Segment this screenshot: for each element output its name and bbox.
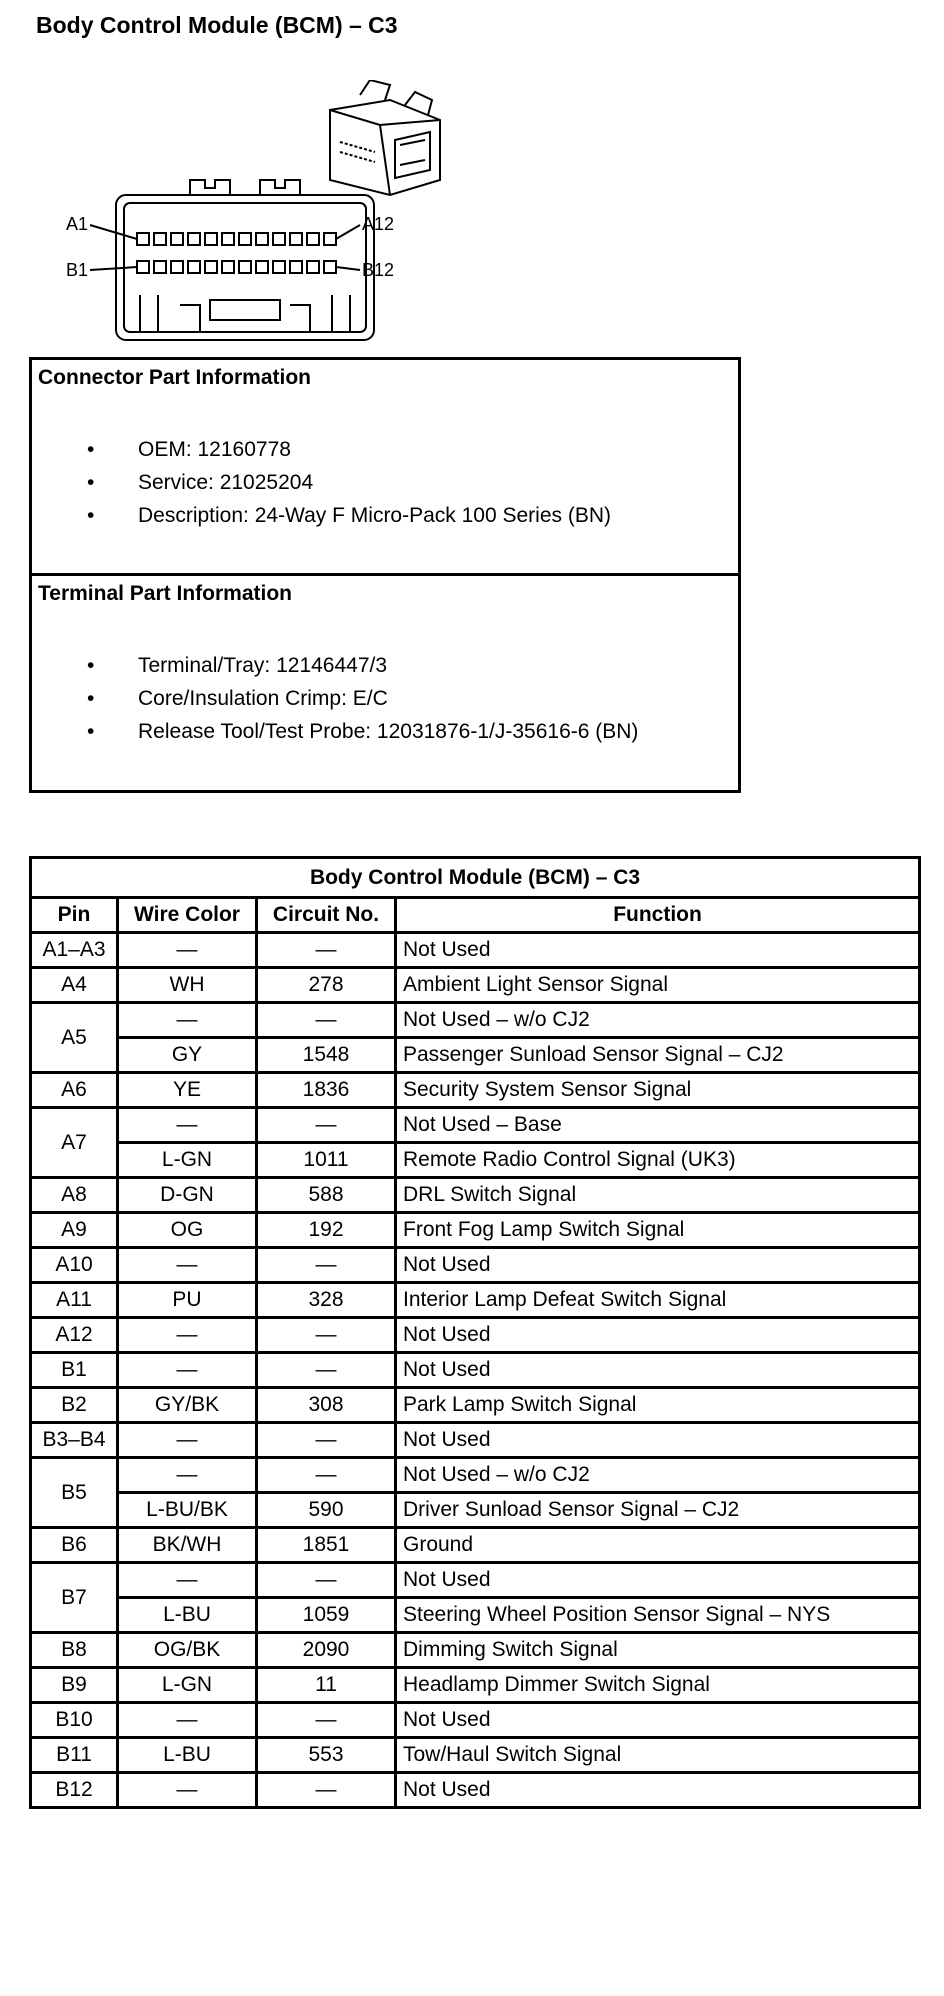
cell-wire-color: L-BU/BK [118, 1493, 257, 1528]
cell-wire-color: — [118, 1108, 257, 1143]
cell-pin: B1 [31, 1353, 118, 1388]
header-wire-color: Wire Color [118, 898, 257, 933]
connector-iso-view [330, 80, 440, 195]
cell-circuit-no: 11 [257, 1668, 396, 1703]
cell-circuit-no: — [257, 1318, 396, 1353]
cell-circuit-no: 553 [257, 1738, 396, 1773]
cell-function: Not Used [396, 1773, 920, 1808]
table-row [31, 1633, 920, 1668]
cell-function: Not Used – Base [396, 1108, 920, 1143]
cell-wire-color: OG [118, 1213, 257, 1248]
cell-circuit-no: 588 [257, 1178, 396, 1213]
cell-wire-color: — [118, 1773, 257, 1808]
cell-function: Passenger Sunload Sensor Signal – CJ2 [396, 1038, 920, 1073]
cell-circuit-no: — [257, 1003, 396, 1038]
bullet-icon: • [87, 720, 95, 743]
table-row [31, 1108, 920, 1143]
table-row [31, 1038, 920, 1073]
cell-function: Ground [396, 1528, 920, 1563]
label-a12: A12 [362, 214, 395, 234]
cell-function: Not Used – w/o CJ2 [396, 1458, 920, 1493]
cell-wire-color: — [118, 1003, 257, 1038]
cell-pin: B9 [31, 1668, 118, 1703]
cell-circuit-no: 2090 [257, 1633, 396, 1668]
cell-pin: B11 [31, 1738, 118, 1773]
cell-function: Not Used [396, 1423, 920, 1458]
cell-circuit-no: — [257, 1108, 396, 1143]
cell-wire-color: WH [118, 968, 257, 1003]
table-row [31, 1773, 920, 1808]
bullet-icon: • [87, 438, 95, 461]
cell-function: Not Used [396, 1248, 920, 1283]
cell-circuit-no: 1548 [257, 1038, 396, 1073]
bullet-icon: • [87, 687, 95, 710]
cell-circuit-no: 192 [257, 1213, 396, 1248]
cell-function: Remote Radio Control Signal (UK3) [396, 1143, 920, 1178]
cell-circuit-no: — [257, 1703, 396, 1738]
table-row [31, 1458, 920, 1493]
table-row [31, 968, 920, 1003]
cell-wire-color: L-BU [118, 1738, 257, 1773]
table-row [31, 1178, 920, 1213]
cell-function: DRL Switch Signal [396, 1178, 920, 1213]
cell-function: Ambient Light Sensor Signal [396, 968, 920, 1003]
label-b12: B12 [362, 260, 395, 280]
cell-circuit-no: 1836 [257, 1073, 396, 1108]
cell-pin: A11 [31, 1283, 118, 1318]
table-row [31, 1423, 920, 1458]
table-row [31, 1003, 920, 1038]
cell-wire-color: — [118, 1248, 257, 1283]
cell-pin: A12 [31, 1318, 118, 1353]
table-caption: Body Control Module (BCM) – C3 [31, 858, 920, 898]
table-row [31, 1738, 920, 1773]
cell-pin: A6 [31, 1073, 118, 1108]
cell-pin: A10 [31, 1248, 118, 1283]
cell-pin: B6 [31, 1528, 118, 1563]
cell-circuit-no: 278 [257, 968, 396, 1003]
cell-circuit-no: 1011 [257, 1143, 396, 1178]
cell-wire-color: — [118, 1423, 257, 1458]
cell-pin: A9 [31, 1213, 118, 1248]
table-row [31, 1563, 920, 1598]
table-row [31, 1213, 920, 1248]
cell-circuit-no: 308 [257, 1388, 396, 1423]
terminal-info-title: Terminal Part Information [38, 582, 292, 605]
cell-wire-color: BK/WH [118, 1528, 257, 1563]
cell-pin: B7 [31, 1563, 118, 1633]
cell-wire-color: D-GN [118, 1178, 257, 1213]
cell-circuit-no: 1851 [257, 1528, 396, 1563]
cell-wire-color: — [118, 1703, 257, 1738]
table-row [31, 933, 920, 968]
cell-function: Headlamp Dimmer Switch Signal [396, 1668, 920, 1703]
part-info-box [29, 357, 741, 793]
cell-function: Not Used [396, 1703, 920, 1738]
cell-wire-color: YE [118, 1073, 257, 1108]
cell-function: Front Fog Lamp Switch Signal [396, 1213, 920, 1248]
cell-function: Driver Sunload Sensor Signal – CJ2 [396, 1493, 920, 1528]
bullet-icon: • [87, 504, 95, 527]
cell-function: Steering Wheel Position Sensor Signal – NYS [396, 1598, 920, 1633]
cell-pin: B8 [31, 1633, 118, 1668]
cell-pin: B2 [31, 1388, 118, 1423]
table-row [31, 1143, 920, 1178]
cell-circuit-no: 590 [257, 1493, 396, 1528]
cell-circuit-no: — [257, 1458, 396, 1493]
cell-pin: B10 [31, 1703, 118, 1738]
bullet-icon: • [87, 654, 95, 677]
cell-function: Not Used [396, 1353, 920, 1388]
cell-wire-color: OG/BK [118, 1633, 257, 1668]
connector-diagram [60, 80, 480, 355]
cell-wire-color: — [118, 933, 257, 968]
cell-circuit-no: — [257, 933, 396, 968]
pinout-table [29, 856, 921, 1809]
cell-pin: B5 [31, 1458, 118, 1528]
label-a1: A1 [66, 214, 89, 234]
connector-drawing [60, 80, 480, 350]
cell-circuit-no: — [257, 1353, 396, 1388]
terminal-part-info: Terminal Part Information • Terminal/Tray: 12146447/3 • Core/Insulation Crimp: E/C • Release Tool/Test Probe: 12031876-1/J-35616-6 (BN) [38, 582, 639, 743]
cell-wire-color: L-GN [118, 1143, 257, 1178]
cell-function: Security System Sensor Signal [396, 1073, 920, 1108]
cell-wire-color: PU [118, 1283, 257, 1318]
table-row [31, 1703, 920, 1738]
cell-wire-color: — [118, 1318, 257, 1353]
cell-wire-color: — [118, 1563, 257, 1598]
connector-info-title: Connector Part Information [38, 366, 312, 389]
cell-circuit-no: — [257, 1773, 396, 1808]
cell-pin: A7 [31, 1108, 118, 1178]
table-row [31, 1668, 920, 1703]
cell-pin: A1–A3 [31, 933, 118, 968]
bullet-icon: • [87, 471, 95, 494]
table-row [31, 1528, 920, 1563]
cell-function: Interior Lamp Defeat Switch Signal [396, 1283, 920, 1318]
table-row [31, 1493, 920, 1528]
cell-wire-color: L-GN [118, 1668, 257, 1703]
cell-wire-color: GY [118, 1038, 257, 1073]
cell-function: Not Used – w/o CJ2 [396, 1003, 920, 1038]
table-row [31, 1248, 920, 1283]
cell-function: Park Lamp Switch Signal [396, 1388, 920, 1423]
cell-circuit-no: 1059 [257, 1598, 396, 1633]
cell-wire-color: GY/BK [118, 1388, 257, 1423]
header-function: Function [396, 898, 920, 933]
cell-pin: B3–B4 [31, 1423, 118, 1458]
page-title: Body Control Module (BCM) – C3 [36, 12, 398, 38]
pinout-table-body [31, 933, 920, 1808]
cell-pin: A4 [31, 968, 118, 1003]
cell-circuit-no: — [257, 1563, 396, 1598]
cell-function: Tow/Haul Switch Signal [396, 1738, 920, 1773]
table-row [31, 1353, 920, 1388]
cell-function: Not Used [396, 933, 920, 968]
cell-wire-color: — [118, 1353, 257, 1388]
cell-circuit-no: — [257, 1248, 396, 1283]
table-row [31, 1598, 920, 1633]
cell-circuit-no: 328 [257, 1283, 396, 1318]
cell-function: Not Used [396, 1563, 920, 1598]
label-b1: B1 [66, 260, 89, 280]
cell-function: Dimming Switch Signal [396, 1633, 920, 1668]
cell-wire-color: — [118, 1458, 257, 1493]
header-pin: Pin [31, 898, 118, 933]
cell-pin: A5 [31, 1003, 118, 1073]
cell-pin: B12 [31, 1773, 118, 1808]
cell-function: Not Used [396, 1318, 920, 1353]
cell-circuit-no: — [257, 1423, 396, 1458]
header-circuit-no: Circuit No. [257, 898, 396, 933]
table-row [31, 1073, 920, 1108]
cell-wire-color: L-BU [118, 1598, 257, 1633]
cell-pin: A8 [31, 1178, 118, 1213]
table-row [31, 1388, 920, 1423]
table-row [31, 1283, 920, 1318]
table-row [31, 1318, 920, 1353]
connector-part-info: Connector Part Information • OEM: 12160778 • Service: 21025204 • Description: 24-Way F Micro-Pack 100 Series (BN) [32, 360, 738, 576]
